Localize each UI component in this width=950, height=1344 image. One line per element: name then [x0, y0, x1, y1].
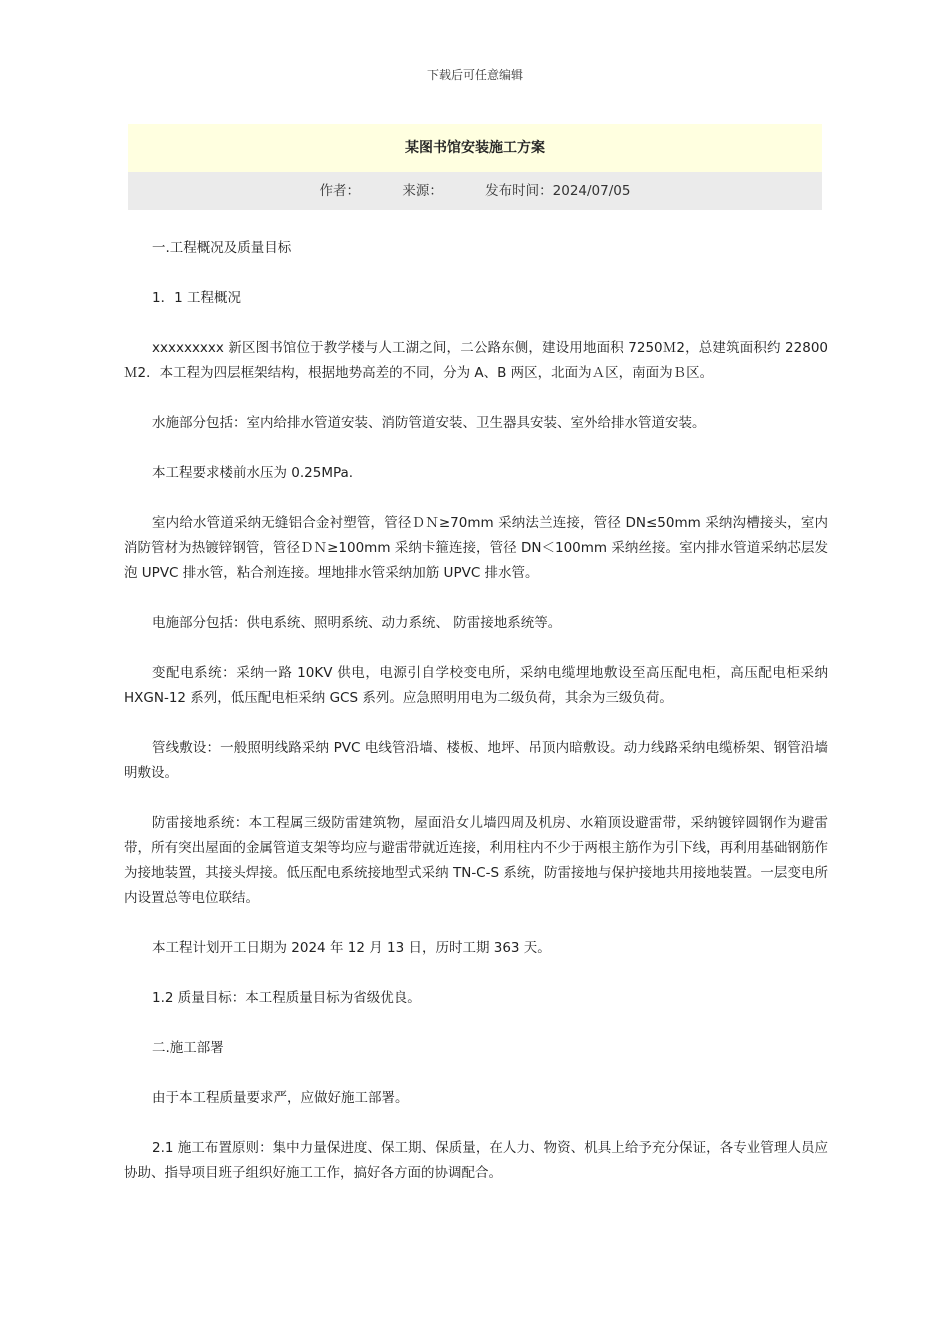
page-header-note: 下载后可任意编辑	[426, 68, 523, 82]
article-body	[124, 236, 828, 1211]
body-paragraph: 本工程要求楼前水压为 0.25MPa.	[152, 465, 354, 481]
body-paragraph: 由于本工程质量要求严，应做好施工部署。	[152, 1090, 409, 1106]
body-paragraph: 本工程计划开工日期为 2024 年 12 月 13 日，历时工期 363 天。	[152, 940, 551, 956]
body-paragraph: 室内给水管道采纳无缝铝合金衬塑管，管径ＤＮ≥70mm 采纳法兰连接，管径 DN≤50mm 采纳沟槽接头，室内消防管材为热镀锌钢管，管径ＤＮ≥100mm 采纳卡箍连接，管径 DN＜100mm 采纳丝接。室内排水管道采纳芯层发泡 UPVC 排水管，粘合剂连接。埋地排水管采纳加筋 UPVC 排水管。	[124, 515, 828, 581]
subsection-heading-1-2: 1.2 质量目标：本工程质量目标为省级优良。	[152, 990, 421, 1006]
publish-date: 发布时间：2024/07/05	[485, 183, 631, 199]
author-label: 作者：	[319, 183, 361, 199]
body-paragraph: xxxxxxxxx 新区图书馆位于教学楼与人工湖之间，二公路东侧，建设用地面积 7250Ｍ2，总建筑面积约 22800Ｍ2．本工程为四层框架结构，根据地势高差的不同，分为 A、B 两区，北面为Ａ区，南面为Ｂ区。	[124, 340, 828, 381]
article-meta-bar	[128, 172, 822, 210]
subsection-heading-1-1: 1．1 工程概况	[152, 290, 241, 306]
body-paragraph: 水施部分包括：室内给排水管道安装、消防管道安装、卫生器具安装、室外给排水管道安装。	[152, 415, 706, 431]
body-paragraph: 电施部分包括：供电系统、照明系统、动力系统、 防雷接地系统等。	[152, 615, 562, 631]
body-paragraph: 防雷接地系统：本工程属三级防雷建筑物，屋面沿女儿墙四周及机房、水箱顶设避雷带，采纳镀锌圆钢作为避雷带，所有突出屋面的金属管道支架等均应与避雷带就近连接，利用柱内不少于两根主筋作为引下线，再利用基础钢筋作为接地装置，其接头焊接。低压配电系统接地型式采纳 TN-C-S 系统，防雷接地与保护接地共用接地装置。一层变电所内设置总等电位联结。	[124, 815, 828, 906]
section-heading-1: 一.工程概况及质量目标	[152, 240, 292, 256]
body-paragraph: 管线敷设：一般照明线路采纳 PVC 电线管沿墙、楼板、地坪、吊顶内暗敷设。动力线路采纳电缆桥架、钢管沿墙明敷设。	[124, 740, 828, 781]
section-heading-2: 二.施工部署	[152, 1040, 224, 1056]
body-paragraph: 变配电系统：采纳一路 10KV 供电，电源引自学校变电所，采纳电缆埋地敷设至高压配电柜，高压配电柜采纳 HXGN-12 系列，低压配电柜采纳 GCS 系列。应急照明用电为二级负荷，其余为三级负荷。	[124, 665, 828, 706]
article-title: 某图书馆安装施工方案	[128, 124, 822, 172]
subsection-paragraph-2-1: 2.1 施工布置原则：集中力量保进度、保工期、保质量，在人力、物资、机具上给予充分保证，各专业管理人员应协助、指导项目班子组织好施工工作，搞好各方面的协调配合。	[124, 1140, 828, 1181]
source-label: 来源：	[402, 183, 443, 199]
